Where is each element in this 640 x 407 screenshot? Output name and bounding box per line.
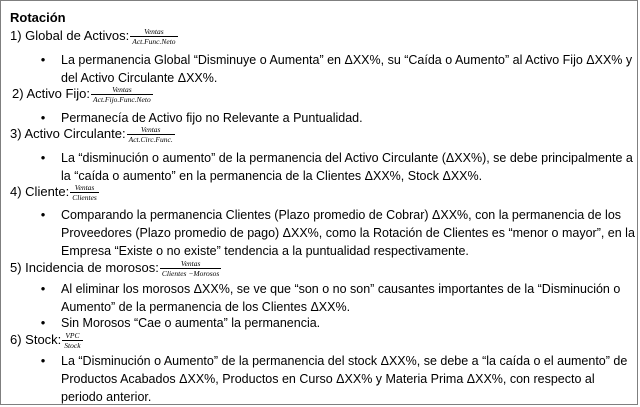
formula-numerator: Ventas	[160, 259, 222, 269]
bullet-icon: •	[40, 281, 46, 296]
section-2-bullet-1: Permanecía de Activo fijo no Relevante a Puntualidad.	[61, 111, 363, 125]
section-label: 3) Activo Circulante:	[10, 125, 126, 141]
bullet-icon: •	[40, 353, 46, 368]
formula-numerator: Ventas	[91, 85, 153, 95]
formula-numerator: Ventas	[127, 125, 175, 135]
section-label: 2) Activo Fijo:	[12, 85, 91, 101]
section-4-bullet-1: Comparando la permanencia Clientes (Plazo promedio de Cobrar) ΔXX%, con la permanencia de los Proveedores (Plazo promedio de pago) ΔXX%, como la Rotación de Clientes es “menor o mayor”, en la Empresa “Existe o no existe” tendencia a la puntualidad respectivamente.	[61, 208, 635, 258]
ratio-formula	[127, 125, 175, 144]
section-label: 5) Incidencia de morosos:	[10, 259, 159, 275]
bullet-icon: •	[40, 150, 46, 165]
formula-denominator: Stock	[64, 341, 81, 350]
section-5-heading	[10, 259, 221, 278]
section-1-bullet-1: La permanencia Global “Disminuye o Aumenta” en ΔXX%, su “Caída o Aumento” al Activo Fijo ΔXX% y del Activo Circulante ΔXX%.	[61, 53, 633, 85]
formula-numerator: VPC	[62, 331, 82, 341]
section-1-heading	[10, 27, 178, 46]
section-label: 4) Cliente:	[10, 183, 70, 199]
ratio-formula	[130, 27, 177, 46]
formula-numerator: Ventas	[70, 183, 99, 193]
section-3-heading	[10, 125, 175, 144]
section-label: 1) Global de Activos:	[10, 27, 130, 43]
bullet-icon: •	[40, 52, 46, 67]
section-2-heading	[12, 85, 153, 104]
bullet-icon: •	[40, 207, 46, 222]
section-label: 6) Stock:	[10, 331, 62, 347]
formula-denominator: Clientes	[72, 193, 97, 202]
formula-denominator: Clientes −Morosos	[161, 269, 220, 278]
ratio-formula	[62, 331, 82, 350]
section-5-bullet-1: Al eliminar los morosos ΔXX%, se ve que “son o no son” causantes importantes de la “Disminución o Aumento” de la permanencia de los Clientes ΔXX%.	[61, 282, 621, 314]
ratio-formula	[70, 183, 99, 202]
section-4-heading	[10, 183, 99, 202]
document-title: Rotación	[10, 10, 66, 25]
section-5-bullet-2: Sin Morosos “Cae o aumenta” la permanencia.	[61, 316, 321, 330]
formula-denominator: Act.Func.Neto	[132, 37, 176, 46]
section-6-bullet-1: La “Disminución o Aumento” de la permanencia del stock ΔXX%, se debe a “la caída o el aumento” de Productos Acabados ΔXX%, Productos en Curso ΔXX% y Materia Prima ΔXX%, con respecto al periodo anterior.	[61, 354, 628, 404]
formula-numerator: Ventas	[130, 27, 177, 37]
section-6-heading	[10, 331, 83, 350]
formula-denominator: Act.Circ.Func.	[128, 135, 173, 144]
section-3-bullet-1: La “disminución o aumento” de la permanencia del Activo Circulante (ΔXX%), se debe principalmente a la “caída o aumento” en la permanencia de la Clientes ΔXX%, Stock ΔXX%.	[61, 151, 633, 183]
bullet-icon: •	[40, 110, 46, 125]
bullet-icon: •	[40, 315, 46, 330]
formula-denominator: Act.Fijo.Func.Neto	[93, 95, 151, 104]
ratio-formula	[91, 85, 153, 104]
ratio-formula	[160, 259, 222, 278]
